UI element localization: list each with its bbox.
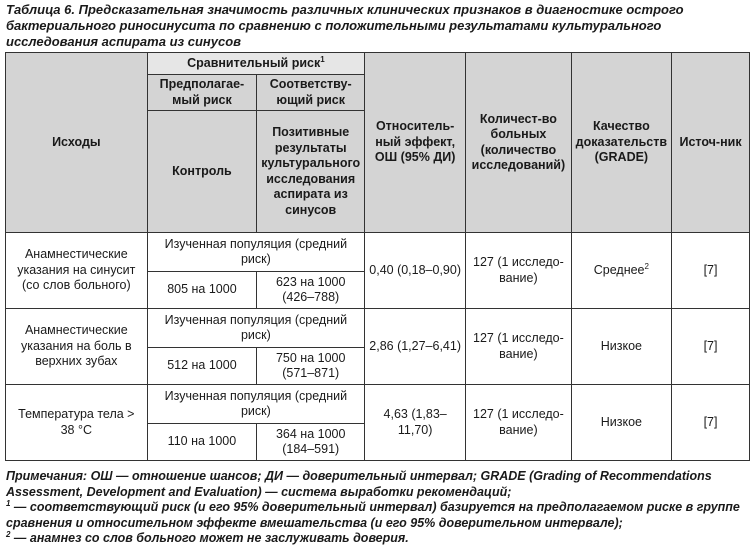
header-grade: Качество доказательств (GRADE) — [571, 53, 671, 233]
row-2-grade: Низкое — [571, 309, 671, 385]
row-3-effect: 4,63 (1,83–11,70) — [365, 385, 466, 461]
row-2-outcome: Анамнестические указания на боль в верхних зубах — [6, 309, 148, 385]
row-1-patients: 127 (1 исследо-вание) — [466, 233, 572, 309]
notes-line-2-text: — соответствующий риск (и его 95% доверительный интервал) базируется на предполагаемом риске в группе сравнения и относительном эффекте вмешательства (и его 95% доверительном интервале); — [6, 500, 740, 530]
row-3-outcome: Температура тела > 38 °C — [6, 385, 148, 461]
row-3-control: 110 на 1000 — [147, 424, 257, 461]
row-1-source: [7] — [672, 233, 750, 309]
header-positive-culture: Позитивные результаты культурального исследования аспирата из синусов — [257, 111, 365, 233]
row-1-control: 805 на 1000 — [147, 272, 257, 309]
footnote-mark-1: 1 — [6, 498, 11, 508]
row-1-population: Изученная популяция (средний риск) — [147, 233, 365, 272]
row-3-patients: 127 (1 исследо-вание) — [466, 385, 572, 461]
header-corresponding-risk: Соответству-ющий риск — [257, 75, 365, 111]
table-notes — [6, 469, 750, 547]
row-1-effect: 0,40 (0,18–0,90) — [365, 233, 466, 309]
row-3-corresponding: 364 на 1000 (184–591) — [257, 424, 365, 461]
footnote-ref-1: 1 — [320, 54, 325, 64]
notes-line-3-text: — анамнез со слов больного может не заслуживать доверия. — [10, 531, 409, 545]
row-2-source: [7] — [672, 309, 750, 385]
notes-line-1: Примечания: ОШ — отношение шансов; ДИ — доверительный интервал; GRADE (Grading of Recommendations Assessment, Development and Evaluation) — система выработки рекомендаций; — [6, 469, 712, 499]
notes-line-3 — [6, 531, 750, 547]
header-outcomes: Исходы — [6, 53, 148, 233]
row-2-control: 512 на 1000 — [147, 348, 257, 385]
header-comparative-risk-label: Сравнительный риск — [187, 55, 321, 70]
header-control: Контроль — [147, 111, 257, 233]
row-1-grade-label: Среднее — [593, 262, 645, 277]
row-2-effect: 2,86 (1,27–6,41) — [365, 309, 466, 385]
results-table — [5, 52, 750, 461]
row-1-grade — [571, 233, 671, 309]
row-2-patients: 127 (1 исследо-вание) — [466, 309, 572, 385]
header-patients: Количест-во больных (количество исследований) — [466, 53, 572, 233]
row-3-grade: Низкое — [571, 385, 671, 461]
header-comparative-risk — [147, 53, 365, 75]
footnote-mark-2: 2 — [6, 529, 11, 539]
header-assumed-risk: Предполагае-мый риск — [147, 75, 257, 111]
row-1-corresponding: 623 на 1000 (426–788) — [257, 272, 365, 309]
row-3-population: Изученная популяция (средний риск) — [147, 385, 365, 424]
row-1-outcome: Анамнестические указания на синусит (со слов больного) — [6, 233, 148, 309]
row-3-source: [7] — [672, 385, 750, 461]
notes-line-2 — [6, 500, 750, 531]
row-2-population: Изученная популяция (средний риск) — [147, 309, 365, 348]
header-relative-effect: Относитель-ный эффект, ОШ (95% ДИ) — [365, 53, 466, 233]
footnote-ref-2: 2 — [644, 261, 649, 271]
row-2-corresponding: 750 на 1000 (571–871) — [257, 348, 365, 385]
header-source: Источ-ник — [672, 53, 750, 233]
table-caption: Таблица 6. Предсказательная значимость различных клинических признаков в диагностике острого бактериального риносинусита по сравнению с положительными результатами культурального исследования аспирата из синусов — [6, 2, 684, 49]
